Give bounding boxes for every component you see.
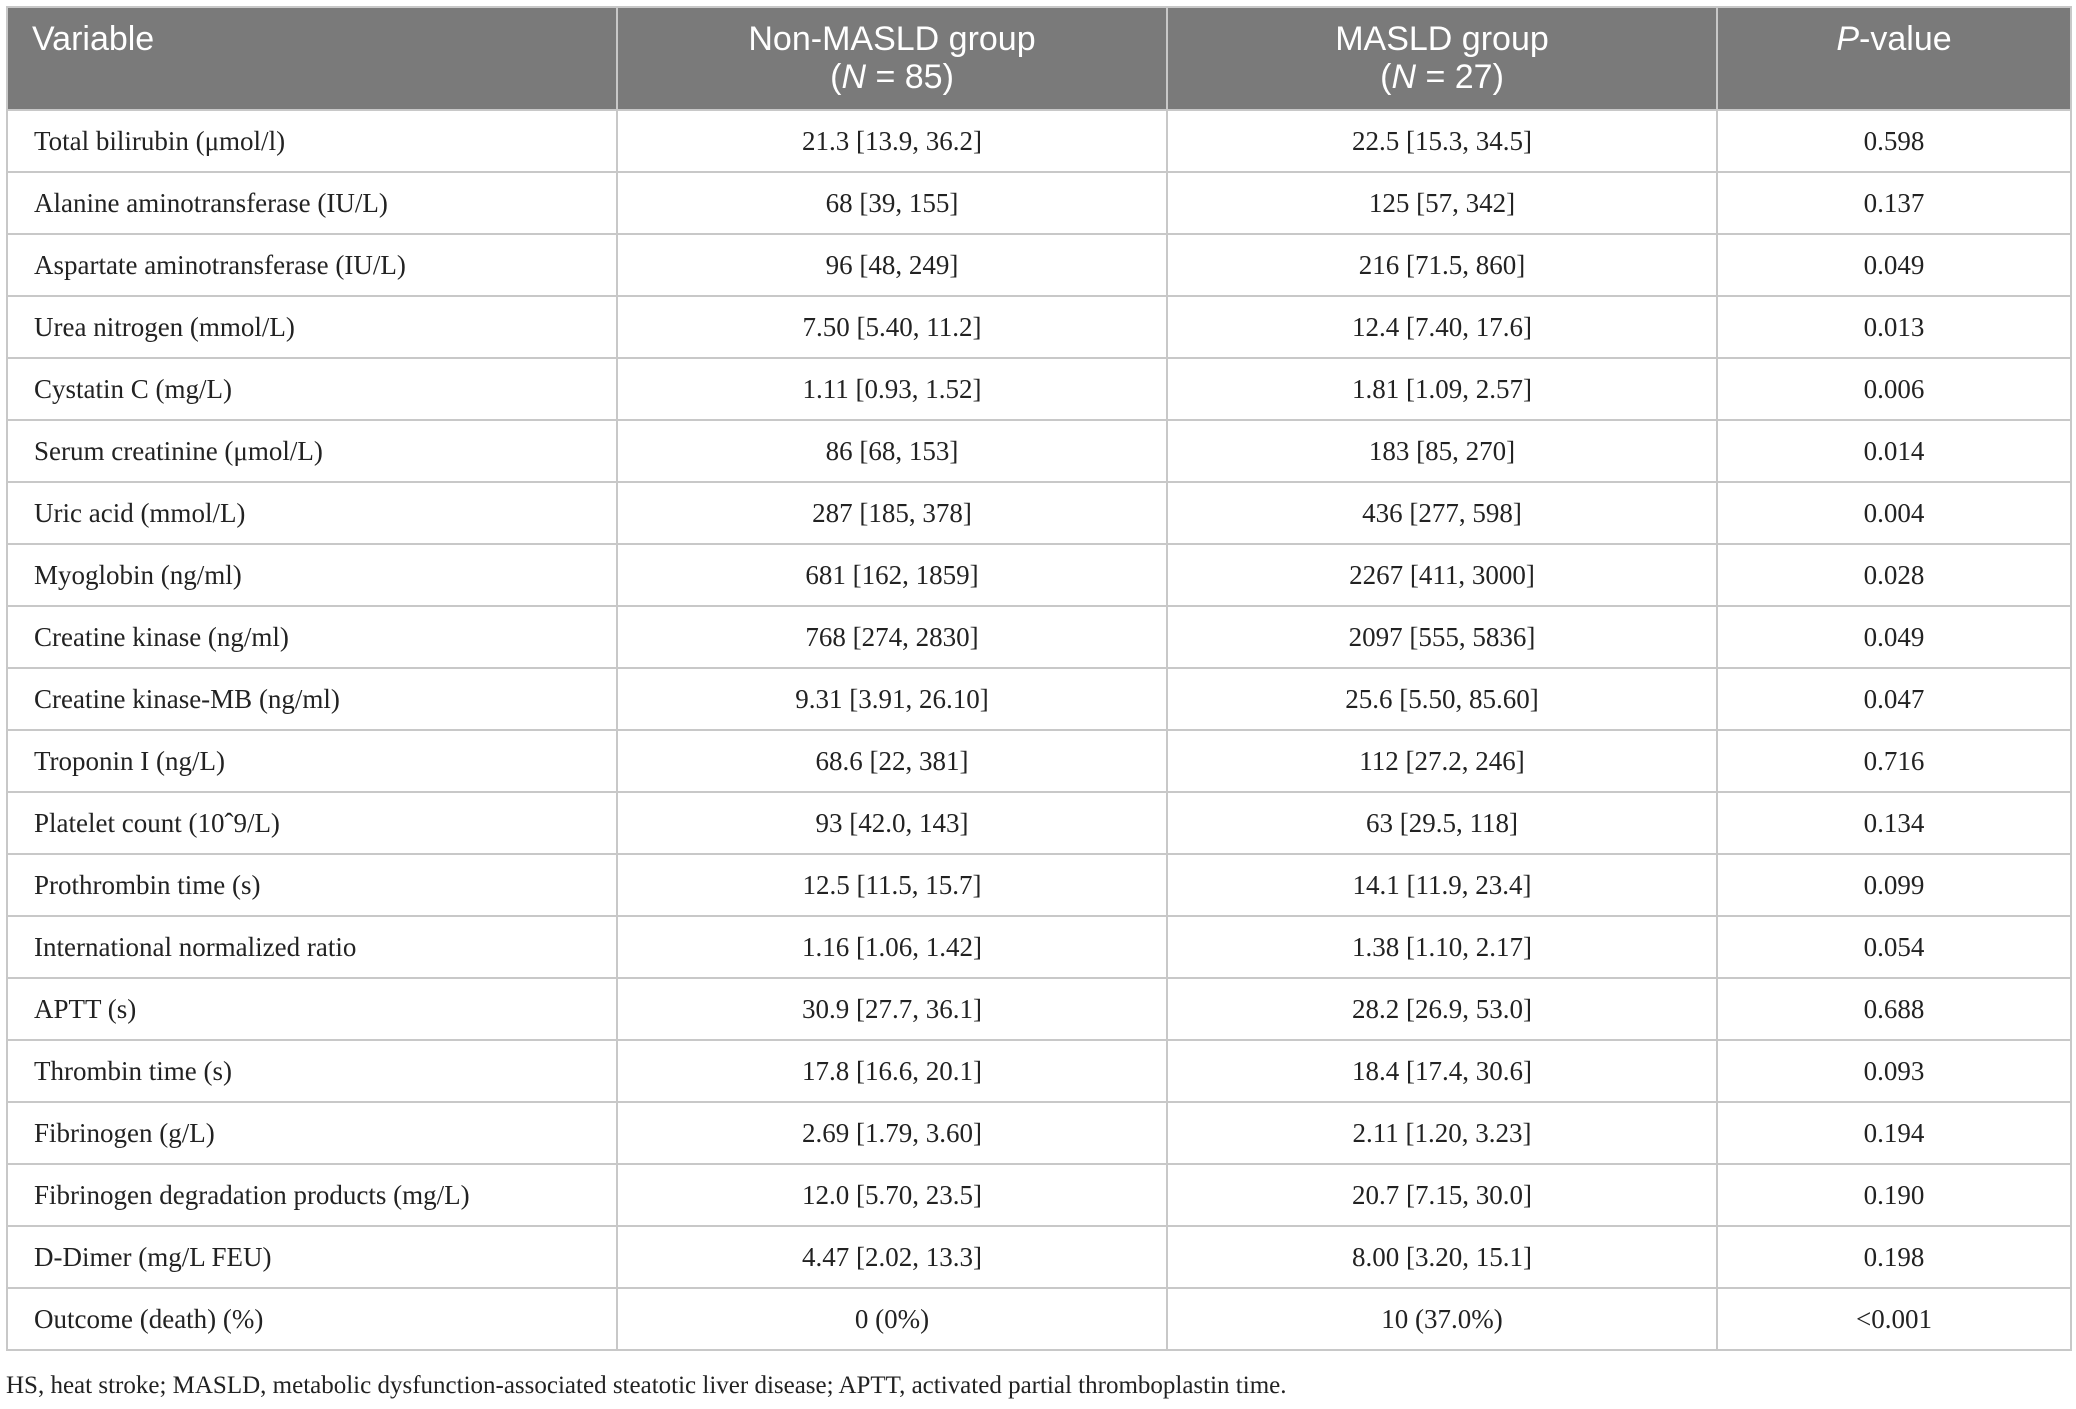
cell-non-masld: 4.47 [2.02, 13.3] — [617, 1226, 1167, 1288]
table-row — [7, 172, 2071, 234]
table-header — [7, 7, 2071, 110]
cell-p-value: <0.001 — [1717, 1288, 2071, 1350]
cell-non-masld: 68.6 [22, 381] — [617, 730, 1167, 792]
cell-p-value: 0.013 — [1717, 296, 2071, 358]
cell-non-masld: 7.50 [5.40, 11.2] — [617, 296, 1167, 358]
cell-variable: Creatine kinase-MB (ng/ml) — [7, 668, 617, 730]
table-row — [7, 1226, 2071, 1288]
header-non-masld-n-label: N — [841, 58, 866, 96]
table-row — [7, 110, 2071, 172]
cell-masld: 18.4 [17.4, 30.6] — [1167, 1040, 1717, 1102]
cell-variable: Myoglobin (ng/ml) — [7, 544, 617, 606]
table-row — [7, 1164, 2071, 1226]
header-masld-n-value: = 27) — [1416, 58, 1504, 96]
lab-results-table — [6, 6, 2072, 1351]
table-row — [7, 544, 2071, 606]
cell-p-value: 0.054 — [1717, 916, 2071, 978]
cell-non-masld: 30.9 [27.7, 36.1] — [617, 978, 1167, 1040]
table-row — [7, 606, 2071, 668]
cell-masld: 63 [29.5, 118] — [1167, 792, 1717, 854]
cell-p-value: 0.049 — [1717, 606, 2071, 668]
cell-masld: 216 [71.5, 860] — [1167, 234, 1717, 296]
header-variable-label: Variable — [32, 20, 155, 58]
table-row — [7, 792, 2071, 854]
cell-non-masld: 86 [68, 153] — [617, 420, 1167, 482]
table-row — [7, 854, 2071, 916]
cell-p-value: 0.047 — [1717, 668, 2071, 730]
header-p-value — [1717, 7, 2071, 110]
cell-p-value: 0.598 — [1717, 110, 2071, 172]
cell-variable: Aspartate aminotransferase (IU/L) — [7, 234, 617, 296]
header-masld-n-label: N — [1391, 58, 1416, 96]
cell-p-value: 0.004 — [1717, 482, 2071, 544]
cell-masld: 112 [27.2, 246] — [1167, 730, 1717, 792]
header-non-masld-title: Non-MASLD group — [748, 20, 1036, 58]
cell-non-masld: 0 (0%) — [617, 1288, 1167, 1350]
table-row — [7, 1102, 2071, 1164]
cell-variable: Creatine kinase (ng/ml) — [7, 606, 617, 668]
cell-p-value: 0.716 — [1717, 730, 2071, 792]
header-non-masld-n-value: = 85) — [866, 58, 954, 96]
table-row — [7, 1040, 2071, 1102]
cell-non-masld: 768 [274, 2830] — [617, 606, 1167, 668]
cell-non-masld: 681 [162, 1859] — [617, 544, 1167, 606]
cell-non-masld: 1.11 [0.93, 1.52] — [617, 358, 1167, 420]
cell-masld: 2267 [411, 3000] — [1167, 544, 1717, 606]
cell-variable: Platelet count (10ˆ9/L) — [7, 792, 617, 854]
cell-masld: 14.1 [11.9, 23.4] — [1167, 854, 1717, 916]
header-masld-title: MASLD group — [1335, 20, 1549, 58]
cell-non-masld: 12.0 [5.70, 23.5] — [617, 1164, 1167, 1226]
table-row — [7, 358, 2071, 420]
header-masld-count: (N = 27) — [1380, 58, 1504, 96]
cell-masld: 2.11 [1.20, 3.23] — [1167, 1102, 1717, 1164]
results-table-container — [6, 6, 2070, 1351]
header-masld — [1167, 7, 1717, 110]
cell-variable: D-Dimer (mg/L FEU) — [7, 1226, 617, 1288]
header-p-label: P — [1836, 20, 1860, 58]
cell-variable: Cystatin C (mg/L) — [7, 358, 617, 420]
table-row — [7, 668, 2071, 730]
cell-variable: Alanine aminotransferase (IU/L) — [7, 172, 617, 234]
cell-non-masld: 21.3 [13.9, 36.2] — [617, 110, 1167, 172]
cell-variable: Troponin I (ng/L) — [7, 730, 617, 792]
cell-non-masld: 1.16 [1.06, 1.42] — [617, 916, 1167, 978]
cell-p-value: 0.028 — [1717, 544, 2071, 606]
table-row — [7, 916, 2071, 978]
cell-p-value: 0.099 — [1717, 854, 2071, 916]
cell-p-value: 0.190 — [1717, 1164, 2071, 1226]
cell-p-value: 0.688 — [1717, 978, 2071, 1040]
cell-non-masld: 287 [185, 378] — [617, 482, 1167, 544]
cell-variable: Fibrinogen degradation products (mg/L) — [7, 1164, 617, 1226]
cell-masld: 1.81 [1.09, 2.57] — [1167, 358, 1717, 420]
cell-masld: 22.5 [15.3, 34.5] — [1167, 110, 1717, 172]
cell-non-masld: 68 [39, 155] — [617, 172, 1167, 234]
table-row — [7, 296, 2071, 358]
cell-variable: Serum creatinine (μmol/L) — [7, 420, 617, 482]
cell-masld: 2097 [555, 5836] — [1167, 606, 1717, 668]
cell-p-value: 0.134 — [1717, 792, 2071, 854]
header-variable — [7, 7, 617, 110]
cell-masld: 1.38 [1.10, 2.17] — [1167, 916, 1717, 978]
table-row — [7, 1288, 2071, 1350]
cell-masld: 8.00 [3.20, 15.1] — [1167, 1226, 1717, 1288]
cell-variable: Outcome (death) (%) — [7, 1288, 617, 1350]
cell-masld: 12.4 [7.40, 17.6] — [1167, 296, 1717, 358]
cell-variable: Prothrombin time (s) — [7, 854, 617, 916]
cell-non-masld: 2.69 [1.79, 3.60] — [617, 1102, 1167, 1164]
header-p-suffix: -value — [1859, 20, 1952, 58]
table-row — [7, 730, 2071, 792]
cell-masld: 20.7 [7.15, 30.0] — [1167, 1164, 1717, 1226]
table-row — [7, 234, 2071, 296]
cell-p-value: 0.014 — [1717, 420, 2071, 482]
cell-non-masld: 96 [48, 249] — [617, 234, 1167, 296]
cell-p-value: 0.006 — [1717, 358, 2071, 420]
cell-variable: Fibrinogen (g/L) — [7, 1102, 617, 1164]
table-row — [7, 420, 2071, 482]
cell-p-value: 0.049 — [1717, 234, 2071, 296]
cell-variable: Total bilirubin (μmol/l) — [7, 110, 617, 172]
header-row — [7, 7, 2071, 110]
cell-masld: 10 (37.0%) — [1167, 1288, 1717, 1350]
cell-p-value: 0.198 — [1717, 1226, 2071, 1288]
cell-p-value: 0.093 — [1717, 1040, 2071, 1102]
cell-variable: Uric acid (mmol/L) — [7, 482, 617, 544]
cell-masld: 125 [57, 342] — [1167, 172, 1717, 234]
header-non-masld — [617, 7, 1167, 110]
table-row — [7, 978, 2071, 1040]
header-non-masld-count: (N = 85) — [830, 58, 954, 96]
cell-non-masld: 12.5 [11.5, 15.7] — [617, 854, 1167, 916]
cell-masld: 25.6 [5.50, 85.60] — [1167, 668, 1717, 730]
cell-non-masld: 9.31 [3.91, 26.10] — [617, 668, 1167, 730]
cell-variable: APTT (s) — [7, 978, 617, 1040]
cell-masld: 436 [277, 598] — [1167, 482, 1717, 544]
cell-non-masld: 17.8 [16.6, 20.1] — [617, 1040, 1167, 1102]
table-row — [7, 482, 2071, 544]
cell-masld: 28.2 [26.9, 53.0] — [1167, 978, 1717, 1040]
cell-variable: Thrombin time (s) — [7, 1040, 617, 1102]
cell-masld: 183 [85, 270] — [1167, 420, 1717, 482]
cell-non-masld: 93 [42.0, 143] — [617, 792, 1167, 854]
cell-variable: International normalized ratio — [7, 916, 617, 978]
cell-p-value: 0.137 — [1717, 172, 2071, 234]
cell-variable: Urea nitrogen (mmol/L) — [7, 296, 617, 358]
cell-p-value: 0.194 — [1717, 1102, 2071, 1164]
table-body — [7, 110, 2071, 1350]
table-footnote: HS, heat stroke; MASLD, metabolic dysfunction-associated steatotic liver disease; APTT, activated partial thromboplastin time. — [6, 1372, 1287, 1399]
